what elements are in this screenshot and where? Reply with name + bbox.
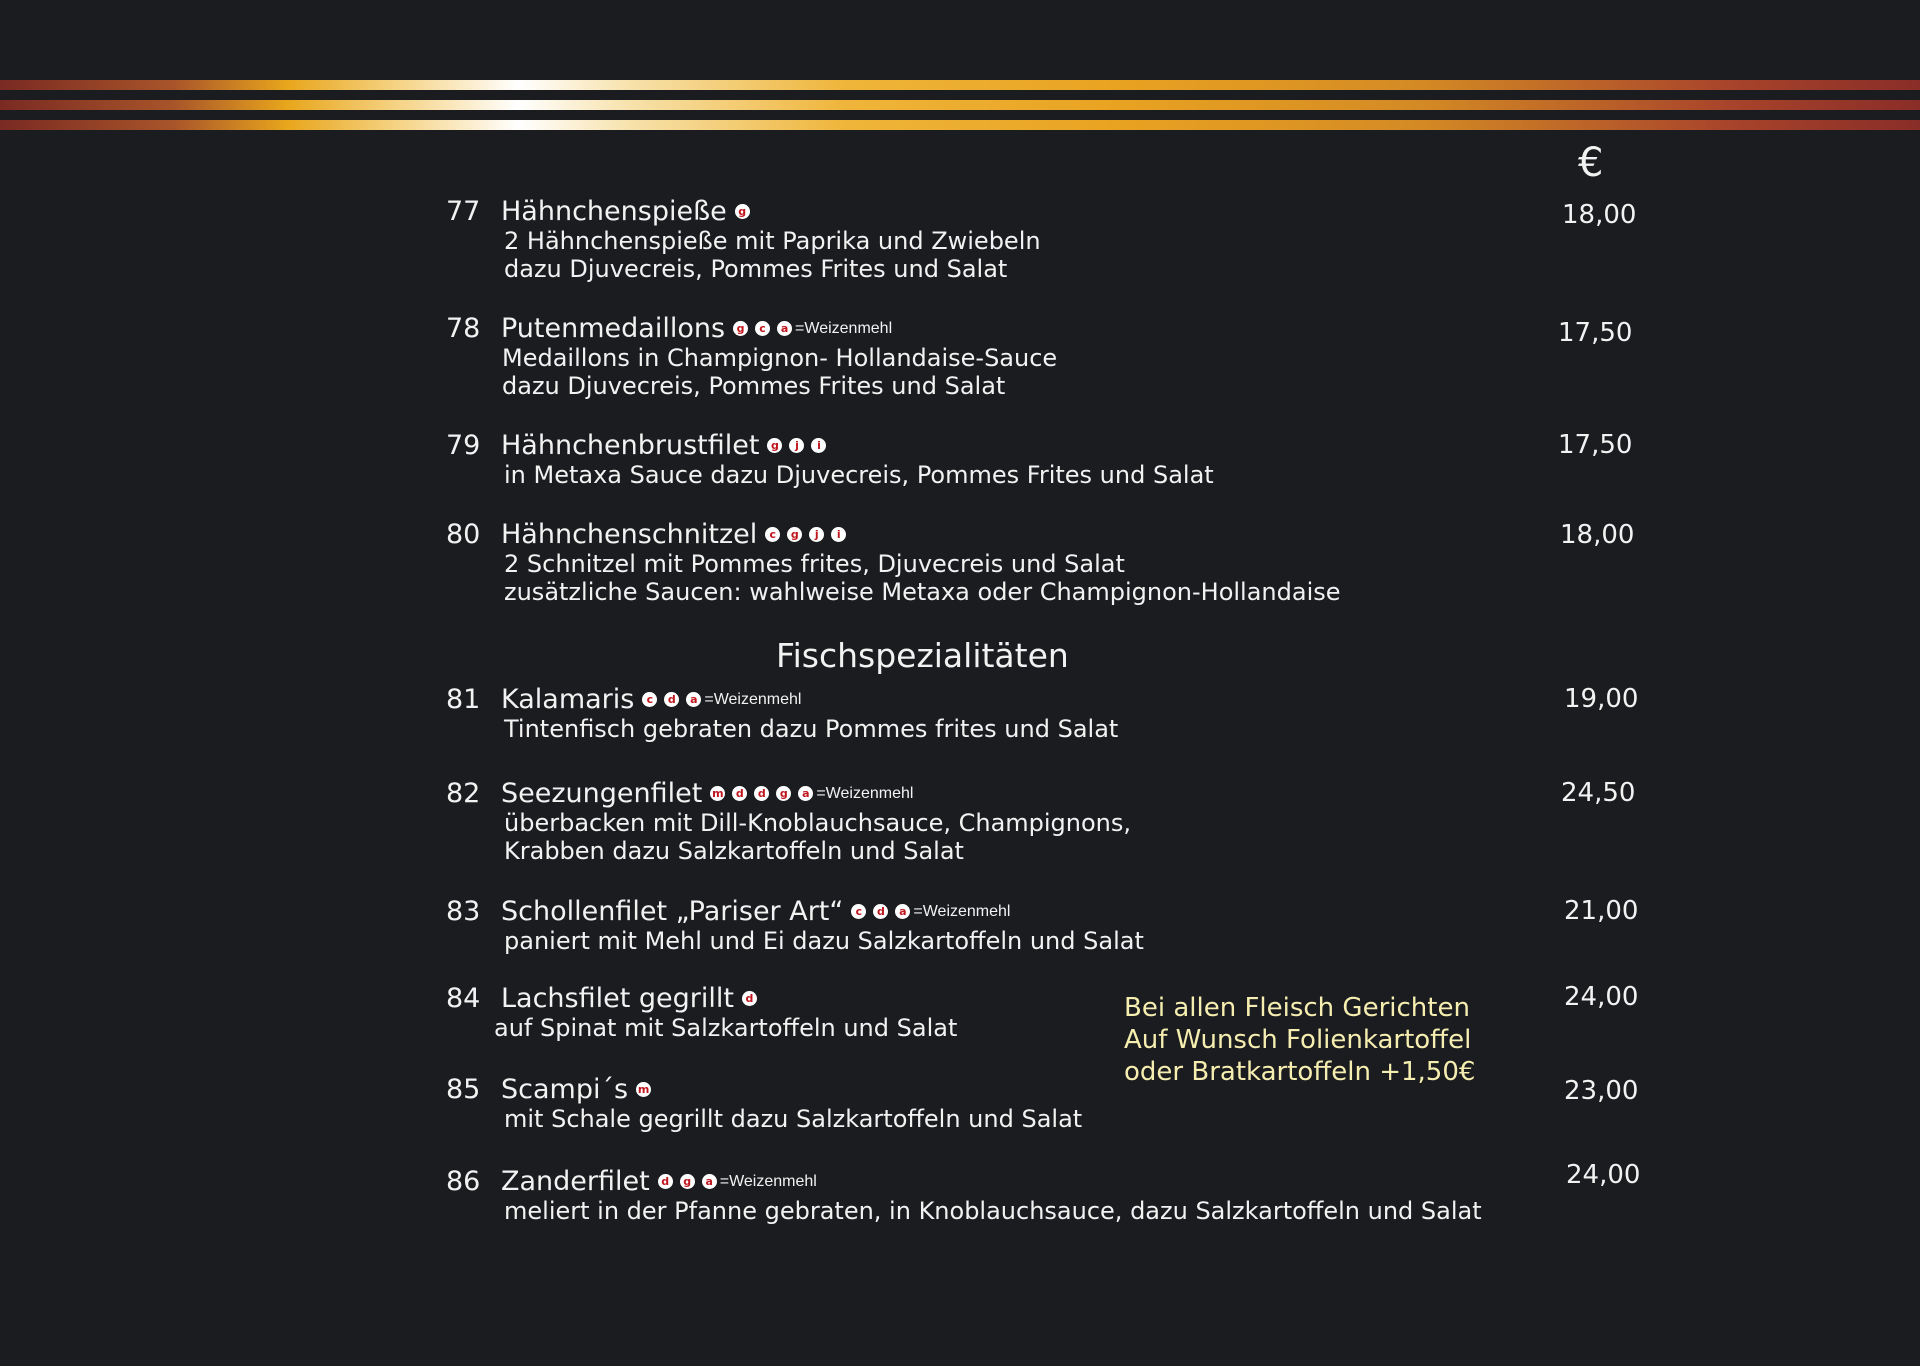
allergen-note: =Weizenmehl [795, 319, 893, 337]
allergen-list [733, 321, 792, 336]
item-price: 18,00 [1560, 520, 1635, 550]
item-price: 17,50 [1558, 318, 1633, 348]
allergen-badge: a [777, 321, 792, 336]
item-name: Hähnchenspieße [501, 196, 727, 227]
allergen-list [735, 204, 750, 219]
menu-item-header [446, 1074, 1082, 1105]
allergen-badge: c [765, 527, 780, 542]
currency-header: € [1578, 140, 1604, 186]
menu-item-header [446, 519, 1341, 550]
allergen-badge: i [811, 438, 826, 453]
item-number: 83 [446, 896, 481, 927]
item-number: 81 [446, 684, 481, 715]
allergen-badge: m [637, 1083, 650, 1096]
item-name: Seezungenfilet [501, 778, 703, 809]
allergen-list [767, 438, 826, 453]
menu-item-header [446, 430, 1214, 461]
allergen-badge: g [776, 786, 791, 801]
menu-item [446, 313, 1057, 400]
menu-item [446, 1166, 1482, 1225]
item-description: zusätzliche Saucen: wahlweise Metaxa oder Champignon-Hollandaise [504, 578, 1341, 606]
menu-item-header [446, 983, 957, 1014]
allergen-badge: d [742, 991, 757, 1006]
item-name: Schollenfilet „Pariser Art“ [501, 896, 844, 927]
menu-item [446, 196, 1041, 283]
item-price: 19,00 [1564, 684, 1639, 714]
item-description: dazu Djuvecreis, Pommes Frites und Salat [504, 255, 1008, 283]
item-description: 2 Hähnchenspieße mit Paprika und Zwiebeln [504, 227, 1041, 255]
item-description: paniert mit Mehl und Ei dazu Salzkartoffeln und Salat [504, 927, 1144, 955]
item-number: 84 [446, 983, 481, 1014]
item-number: 78 [446, 313, 481, 344]
item-number: 86 [446, 1166, 481, 1197]
allergen-badge: a [686, 692, 701, 707]
item-description: 2 Schnitzel mit Pommes frites, Djuvecreis und Salat [504, 550, 1125, 578]
item-description: mit Schale gegrillt dazu Salzkartoffeln und Salat [504, 1105, 1083, 1133]
allergen-badge: a [895, 904, 910, 919]
allergen-note: =Weizenmehl [704, 690, 802, 708]
allergen-badge: g [733, 321, 748, 336]
allergen-list [642, 692, 701, 707]
allergen-badge: c [642, 692, 657, 707]
item-description: in Metaxa Sauce dazu Djuvecreis, Pommes Frites und Salat [504, 461, 1214, 489]
menu-item-header [446, 1166, 1482, 1197]
stripe [0, 100, 1920, 110]
allergen-list [710, 786, 813, 801]
hint-line: oder Bratkartoffeln +1,50€ [1124, 1057, 1476, 1087]
allergen-badge: c [851, 904, 866, 919]
side-hint [1124, 992, 1475, 1088]
allergen-badge: d [873, 904, 888, 919]
menu-item [446, 1074, 1082, 1133]
item-description: meliert in der Pfanne gebraten, in Knoblauchsauce, dazu Salzkartoffeln und Salat [504, 1197, 1482, 1225]
allergen-badge: g [680, 1174, 695, 1189]
allergen-list [765, 527, 846, 542]
allergen-badge: g [735, 204, 750, 219]
menu-item [446, 430, 1214, 489]
allergen-badge: d [664, 692, 679, 707]
allergen-badge: d [754, 786, 769, 801]
menu-item [446, 519, 1341, 606]
item-name: Putenmedaillons [501, 313, 726, 344]
allergen-note: =Weizenmehl [719, 1172, 817, 1190]
item-name: Zanderfilet [501, 1166, 650, 1197]
allergen-list [658, 1174, 717, 1189]
item-price: 17,50 [1558, 430, 1633, 460]
item-number: 82 [446, 778, 481, 809]
item-name: Kalamaris [501, 684, 635, 715]
allergen-badge: j [789, 438, 804, 453]
allergen-badge: i [831, 527, 846, 542]
item-price: 18,00 [1562, 200, 1637, 230]
allergen-badge: d [658, 1174, 673, 1189]
item-description: dazu Djuvecreis, Pommes Frites und Salat [502, 372, 1006, 400]
menu-item-header [446, 896, 1144, 927]
allergen-badge: g [787, 527, 802, 542]
item-description: Medaillons in Champignon- Hollandaise-Sauce [502, 344, 1058, 372]
item-price: 24,50 [1561, 778, 1636, 808]
item-description: Krabben dazu Salzkartoffeln und Salat [504, 837, 964, 865]
item-name: Lachsfilet gegrillt [501, 983, 734, 1014]
item-name: Hähnchenschnitzel [501, 519, 758, 550]
item-description: Tintenfisch gebraten dazu Pommes frites und Salat [504, 715, 1119, 743]
menu-item-header [446, 684, 1118, 715]
item-price: 23,00 [1564, 1076, 1639, 1106]
item-price: 21,00 [1564, 896, 1639, 926]
item-number: 85 [446, 1074, 481, 1105]
allergen-note: =Weizenmehl [913, 902, 1011, 920]
item-name: Scampi´s [501, 1074, 629, 1105]
item-number: 79 [446, 430, 481, 461]
allergen-badge: a [798, 786, 813, 801]
allergen-list [851, 904, 910, 919]
menu-item [446, 983, 957, 1042]
menu-item [446, 778, 1131, 865]
menu-item-header [446, 313, 1057, 344]
allergen-list [636, 1082, 651, 1097]
section-title-fish: Fischspezialitäten [776, 636, 1069, 675]
allergen-badge: g [767, 438, 782, 453]
allergen-badge: m [712, 787, 724, 800]
menu-item [446, 684, 1118, 743]
item-price: 24,00 [1566, 1160, 1641, 1190]
hint-line: Bei allen Fleisch Gerichten [1124, 993, 1470, 1023]
menu-item-header [446, 196, 1041, 227]
stripe [0, 80, 1920, 90]
item-description: auf Spinat mit Salzkartoffeln und Salat [494, 1014, 958, 1042]
menu-item-header [446, 778, 1131, 809]
allergen-badge: d [732, 786, 747, 801]
allergen-list [742, 991, 757, 1006]
stripe [0, 120, 1920, 130]
item-number: 77 [446, 196, 481, 227]
item-name: Hähnchenbrustfilet [501, 430, 760, 461]
item-price: 24,00 [1564, 982, 1639, 1012]
allergen-badge: j [809, 527, 824, 542]
item-number: 80 [446, 519, 481, 550]
allergen-note: =Weizenmehl [816, 784, 914, 802]
allergen-badge: c [755, 321, 770, 336]
allergen-badge: a [702, 1174, 717, 1189]
menu-item [446, 896, 1144, 955]
hint-line: Auf Wunsch Folienkartoffel [1124, 1025, 1472, 1055]
item-description: überbacken mit Dill-Knoblauchsauce, Champignons, [504, 809, 1132, 837]
decorative-stripes [0, 80, 1920, 132]
